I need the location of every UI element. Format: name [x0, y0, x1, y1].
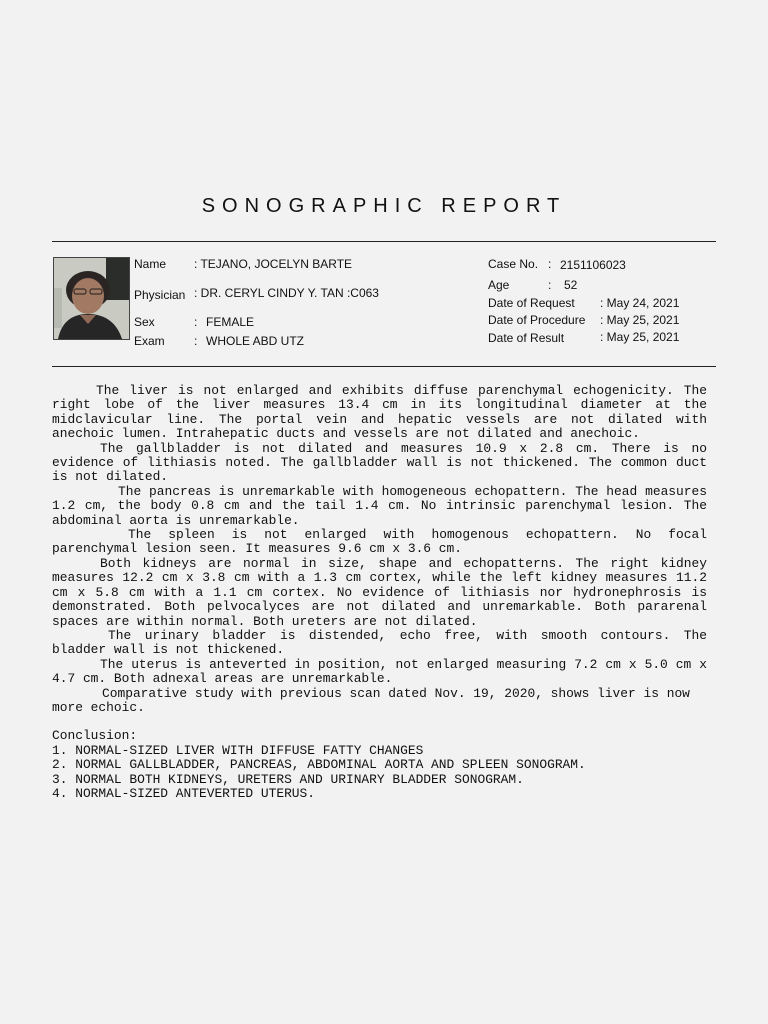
- conclusion-item: 2. NORMAL GALLBLADDER, PANCREAS, ABDOMINAL AORTA AND SPLEEN SONOGRAM.: [52, 757, 586, 773]
- finding-paragraph: The gallbladder is not dilated and measures 10.9 x 2.8 cm. There is no evidence of lithiasis noted. The gallbladder wall is not thickened. The common duct is not dilated.: [52, 440, 707, 485]
- finding-paragraph: The spleen is not enlarged with homogenous echopattern. No focal parenchymal lesion seen. It measures 9.6 cm x 3.6 cm.: [52, 527, 707, 557]
- conclusion-item: 4. NORMAL-SIZED ANTEVERTED UTERUS.: [52, 785, 316, 801]
- finding-paragraph: The uterus is anteverted in position, not enlarged measuring 7.2 cm x 5.0 cm x 4.7 cm. Both adnexal areas are unremarkable.: [52, 656, 707, 687]
- finding-paragraph: Comparative study with previous scan dated Nov. 19, 2020, shows liver is now more echoic.: [52, 685, 690, 715]
- conclusion-section: [52, 729, 707, 801]
- case-no-label: Case No.: [488, 257, 539, 271]
- case-no-value: 2151106023: [560, 258, 626, 272]
- finding-paragraph: The liver is not enlarged and exhibits diffuse parenchymal echogenicity. The right lobe of the liver measures 13.4 cm in its longitudinal diameter at the midclavicular line. The portal vein and hepatic vessels are not dilated with anechoic lumen. Intrahepatic ducts and vessels are not dilated and anechoic.: [52, 383, 707, 442]
- age-colon: :: [548, 278, 552, 292]
- conclusion-item: 1. NORMAL-SIZED LIVER WITH DIFFUSE FATTY CHANGES: [52, 742, 424, 758]
- date-of-request-label: Date of Request: [488, 296, 575, 310]
- physician-label: Physician: [134, 288, 186, 302]
- date-of-result-value: : May 25, 2021: [600, 330, 680, 344]
- physician-value: : DR. CERYL CINDY Y. TAN :C063: [194, 286, 379, 300]
- name-value: : TEJANO, JOCELYN BARTE: [194, 257, 353, 271]
- finding-paragraph: The pancreas is unremarkable with homogeneous echopattern. The head measures 1.2 cm, the body 0.8 cm and the tail 1.4 cm. No intrinsic parenchymal lesion. The abdominal aorta is unremarkable.: [52, 483, 707, 528]
- sex-label: Sex: [134, 315, 155, 329]
- conclusion-heading: Conclusion:: [52, 728, 138, 744]
- date-of-procedure-value: : May 25, 2021: [600, 313, 680, 327]
- date-of-request-value: : May 24, 2021: [600, 296, 680, 310]
- exam-colon: :: [194, 334, 198, 348]
- exam-value: WHOLE ABD UTZ: [206, 334, 305, 348]
- age-value: 52: [564, 278, 578, 292]
- finding-paragraph: The urinary bladder is distended, echo free, with smooth contours. The bladder wall is not thickened.: [52, 627, 707, 658]
- patient-photo: [53, 257, 130, 340]
- conclusion-item: 3. NORMAL BOTH KIDNEYS, URETERS AND URINARY BLADDER SONOGRAM.: [52, 771, 524, 787]
- sex-value: FEMALE: [206, 315, 255, 329]
- header-bottom-rule: [52, 366, 716, 367]
- sex-colon: :: [194, 315, 198, 329]
- date-of-result-label: Date of Result: [488, 331, 565, 345]
- case-no-colon: :: [548, 257, 552, 271]
- findings-body: [52, 384, 707, 801]
- finding-paragraph: Both kidneys are normal in size, shape and echopatterns. The right kidney measures 12.2 cm x 3.8 cm with a 1.3 cm cortex, while the left kidney measures 11.2 cm x 5.8 cm with a 1.1 cm cortex. No evidence of lithiasis nor hydronephrosis is demonstrated. Both pelvocalyces are not dilated and unremarkable. Both pararenal spaces are within normal. Both ureters are not dilated.: [52, 555, 707, 629]
- name-label: Name: [134, 257, 167, 271]
- report-title: SONOGRAPHIC REPORT: [201, 195, 567, 217]
- date-of-procedure-label: Date of Procedure: [488, 313, 586, 327]
- header-top-rule: [52, 241, 716, 242]
- exam-label: Exam: [134, 334, 165, 348]
- age-label: Age: [488, 278, 510, 292]
